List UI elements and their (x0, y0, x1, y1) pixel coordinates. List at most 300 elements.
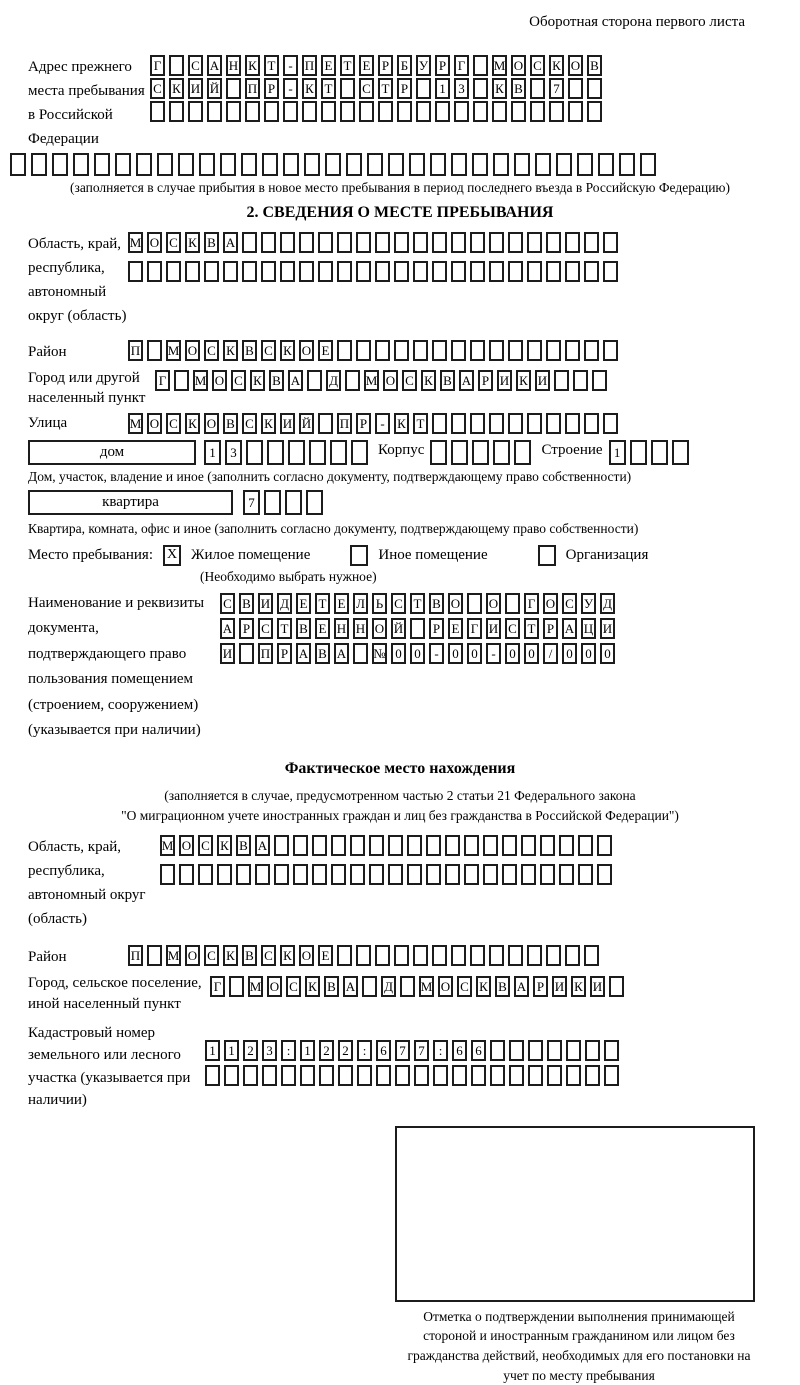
char-cell[interactable] (174, 370, 189, 391)
char-cell[interactable]: С (166, 232, 181, 253)
char-cell[interactable] (340, 78, 355, 99)
char-cell[interactable] (565, 413, 580, 434)
char-cell[interactable] (528, 1065, 543, 1086)
char-cell[interactable]: О (383, 370, 398, 391)
char-cell[interactable] (546, 232, 561, 253)
char-cell[interactable] (261, 232, 276, 253)
char-cell[interactable]: 0 (505, 643, 520, 664)
char-cell[interactable]: С (457, 976, 472, 997)
char-cell[interactable]: К (280, 945, 295, 966)
char-cell[interactable]: А (562, 618, 577, 639)
char-cell[interactable] (147, 340, 162, 361)
char-cell[interactable]: О (185, 945, 200, 966)
char-cell[interactable] (239, 643, 254, 664)
char-cell[interactable]: 1 (204, 440, 221, 465)
char-cell[interactable] (587, 78, 602, 99)
char-cell[interactable] (367, 153, 383, 176)
char-cell[interactable]: Р (397, 78, 412, 99)
char-cell[interactable] (262, 1065, 277, 1086)
char-cell[interactable]: Р (277, 643, 292, 664)
char-cell[interactable] (508, 340, 523, 361)
char-cell[interactable] (470, 945, 485, 966)
char-cell[interactable] (413, 232, 428, 253)
char-cell[interactable] (394, 232, 409, 253)
char-cell[interactable]: К (280, 340, 295, 361)
char-cell[interactable]: И (280, 413, 295, 434)
char-cell[interactable]: С (261, 340, 276, 361)
char-cell[interactable]: О (486, 593, 501, 614)
char-cell[interactable]: Й (391, 618, 406, 639)
char-cell[interactable] (508, 413, 523, 434)
char-cell[interactable] (243, 1065, 258, 1086)
char-cell[interactable] (242, 232, 257, 253)
char-cell[interactable] (430, 153, 446, 176)
char-cell[interactable]: К (571, 976, 586, 997)
char-cell[interactable]: С (402, 370, 417, 391)
char-cell[interactable]: О (147, 232, 162, 253)
char-cell[interactable]: Т (321, 78, 336, 99)
char-cell[interactable]: О (267, 976, 282, 997)
char-cell[interactable] (285, 490, 302, 515)
char-cell[interactable] (413, 340, 428, 361)
char-cell[interactable]: О (212, 370, 227, 391)
char-cell[interactable]: Н (353, 618, 368, 639)
char-cell[interactable] (31, 153, 47, 176)
char-cell[interactable] (388, 153, 404, 176)
char-cell[interactable]: О (204, 413, 219, 434)
char-cell[interactable]: А (334, 643, 349, 664)
char-cell[interactable] (585, 1065, 600, 1086)
char-cell[interactable]: М (166, 945, 181, 966)
char-cell[interactable] (205, 1065, 220, 1086)
char-cell[interactable]: В (269, 370, 284, 391)
char-cell[interactable]: К (421, 370, 436, 391)
char-cell[interactable]: / (543, 643, 558, 664)
char-cell[interactable] (413, 945, 428, 966)
char-cell[interactable] (432, 413, 447, 434)
char-cell[interactable]: О (299, 945, 314, 966)
char-cell[interactable] (321, 101, 336, 122)
char-cell[interactable] (464, 835, 479, 856)
char-cell[interactable] (337, 232, 352, 253)
char-cell[interactable]: О (372, 618, 387, 639)
char-cell[interactable] (188, 101, 203, 122)
char-cell[interactable]: 3 (454, 78, 469, 99)
char-cell[interactable] (505, 593, 520, 614)
char-cell[interactable] (566, 1040, 581, 1061)
char-cell[interactable] (540, 835, 555, 856)
char-cell[interactable] (565, 232, 580, 253)
char-cell[interactable] (603, 261, 618, 282)
char-cell[interactable] (489, 413, 504, 434)
char-cell[interactable] (246, 440, 263, 465)
char-cell[interactable] (353, 643, 368, 664)
char-cell[interactable] (325, 153, 341, 176)
char-cell[interactable]: О (448, 593, 463, 614)
char-cell[interactable]: - (283, 55, 298, 76)
char-cell[interactable]: Е (296, 593, 311, 614)
char-cell[interactable] (179, 864, 194, 885)
char-cell[interactable]: П (258, 643, 273, 664)
char-cell[interactable] (471, 1065, 486, 1086)
char-cell[interactable]: А (220, 618, 235, 639)
char-cell[interactable] (416, 101, 431, 122)
char-cell[interactable] (473, 78, 488, 99)
char-cell[interactable] (489, 261, 504, 282)
char-cell[interactable] (283, 153, 299, 176)
char-cell[interactable] (508, 232, 523, 253)
char-cell[interactable] (584, 232, 599, 253)
char-cell[interactable] (281, 1065, 296, 1086)
char-cell[interactable]: - (375, 413, 390, 434)
char-cell[interactable]: : (433, 1040, 448, 1061)
char-cell[interactable]: Т (413, 413, 428, 434)
char-cell[interactable] (356, 261, 371, 282)
char-cell[interactable] (318, 232, 333, 253)
char-cell[interactable]: 1 (205, 1040, 220, 1061)
char-cell[interactable] (432, 261, 447, 282)
char-cell[interactable]: В (495, 976, 510, 997)
char-cell[interactable]: М (248, 976, 263, 997)
char-cell[interactable]: В (242, 945, 257, 966)
char-cell[interactable] (245, 101, 260, 122)
char-cell[interactable]: 7 (243, 490, 260, 515)
residential-premises-checkbox[interactable]: X (163, 545, 181, 566)
char-cell[interactable] (432, 340, 447, 361)
char-cell[interactable] (241, 153, 257, 176)
char-cell[interactable]: О (568, 55, 583, 76)
char-cell[interactable]: И (486, 618, 501, 639)
char-cell[interactable] (94, 153, 110, 176)
char-cell[interactable]: Р (429, 618, 444, 639)
char-cell[interactable] (267, 440, 284, 465)
char-cell[interactable] (577, 153, 593, 176)
char-cell[interactable] (416, 78, 431, 99)
char-cell[interactable] (426, 864, 441, 885)
char-cell[interactable] (565, 261, 580, 282)
char-cell[interactable] (527, 413, 542, 434)
char-cell[interactable] (338, 1065, 353, 1086)
char-cell[interactable]: П (128, 340, 143, 361)
char-cell[interactable]: : (281, 1040, 296, 1061)
char-cell[interactable]: П (337, 413, 352, 434)
char-cell[interactable] (300, 1065, 315, 1086)
char-cell[interactable] (369, 864, 384, 885)
char-cell[interactable]: Г (467, 618, 482, 639)
char-cell[interactable] (337, 945, 352, 966)
char-cell[interactable] (493, 440, 510, 465)
char-cell[interactable]: К (261, 413, 276, 434)
char-cell[interactable]: М (492, 55, 507, 76)
char-cell[interactable]: С (530, 55, 545, 76)
char-cell[interactable] (630, 440, 647, 465)
char-cell[interactable] (559, 835, 574, 856)
char-cell[interactable] (530, 78, 545, 99)
char-cell[interactable] (337, 340, 352, 361)
char-cell[interactable] (198, 864, 213, 885)
char-cell[interactable] (223, 261, 238, 282)
char-cell[interactable] (376, 1065, 391, 1086)
char-cell[interactable]: О (438, 976, 453, 997)
char-cell[interactable] (451, 413, 466, 434)
char-cell[interactable] (345, 370, 360, 391)
char-cell[interactable] (397, 101, 412, 122)
char-cell[interactable] (356, 945, 371, 966)
char-cell[interactable]: А (296, 643, 311, 664)
char-cell[interactable] (318, 413, 333, 434)
char-cell[interactable]: И (600, 618, 615, 639)
char-cell[interactable]: М (128, 413, 143, 434)
char-cell[interactable] (394, 945, 409, 966)
char-cell[interactable]: Т (524, 618, 539, 639)
char-cell[interactable] (508, 945, 523, 966)
char-cell[interactable] (304, 153, 320, 176)
char-cell[interactable]: 7 (395, 1040, 410, 1061)
char-cell[interactable]: М (160, 835, 175, 856)
char-cell[interactable]: К (169, 78, 184, 99)
char-cell[interactable]: С (150, 78, 165, 99)
char-cell[interactable] (302, 101, 317, 122)
char-cell[interactable]: Л (353, 593, 368, 614)
char-cell[interactable] (672, 440, 689, 465)
char-cell[interactable] (546, 340, 561, 361)
char-cell[interactable]: Г (210, 976, 225, 997)
char-cell[interactable] (435, 101, 450, 122)
char-cell[interactable] (356, 340, 371, 361)
char-cell[interactable] (312, 864, 327, 885)
char-cell[interactable] (147, 261, 162, 282)
char-cell[interactable] (136, 153, 152, 176)
char-cell[interactable] (514, 440, 531, 465)
char-cell[interactable] (220, 153, 236, 176)
char-cell[interactable] (546, 413, 561, 434)
char-cell[interactable]: 2 (319, 1040, 334, 1061)
char-cell[interactable] (540, 864, 555, 885)
char-cell[interactable]: В (223, 413, 238, 434)
char-cell[interactable]: П (128, 945, 143, 966)
char-cell[interactable] (236, 864, 251, 885)
char-cell[interactable] (430, 440, 447, 465)
char-cell[interactable]: Т (315, 593, 330, 614)
char-cell[interactable]: Т (340, 55, 355, 76)
other-premises-checkbox[interactable] (350, 545, 368, 566)
char-cell[interactable] (375, 261, 390, 282)
char-cell[interactable] (521, 835, 536, 856)
char-cell[interactable]: С (562, 593, 577, 614)
char-cell[interactable] (432, 232, 447, 253)
char-cell[interactable] (157, 153, 173, 176)
char-cell[interactable] (509, 1040, 524, 1061)
char-cell[interactable]: Р (478, 370, 493, 391)
char-cell[interactable] (598, 153, 614, 176)
char-cell[interactable]: К (223, 340, 238, 361)
char-cell[interactable] (359, 101, 374, 122)
char-cell[interactable]: П (245, 78, 260, 99)
char-cell[interactable] (451, 232, 466, 253)
char-cell[interactable]: С (242, 413, 257, 434)
char-cell[interactable] (585, 1040, 600, 1061)
char-cell[interactable] (375, 232, 390, 253)
char-cell[interactable]: К (302, 78, 317, 99)
char-cell[interactable]: 0 (391, 643, 406, 664)
char-cell[interactable] (410, 618, 425, 639)
char-cell[interactable]: 0 (581, 643, 596, 664)
char-cell[interactable] (483, 835, 498, 856)
char-cell[interactable] (350, 835, 365, 856)
char-cell[interactable]: И (188, 78, 203, 99)
char-cell[interactable]: - (283, 78, 298, 99)
char-cell[interactable] (470, 340, 485, 361)
char-cell[interactable]: К (185, 232, 200, 253)
char-cell[interactable]: Т (264, 55, 279, 76)
char-cell[interactable]: И (590, 976, 605, 997)
char-cell[interactable] (527, 261, 542, 282)
char-cell[interactable]: 3 (225, 440, 242, 465)
char-cell[interactable] (565, 945, 580, 966)
organization-checkbox[interactable] (538, 545, 556, 566)
char-cell[interactable] (414, 1065, 429, 1086)
char-cell[interactable] (331, 864, 346, 885)
char-cell[interactable]: О (511, 55, 526, 76)
char-cell[interactable] (147, 945, 162, 966)
char-cell[interactable] (388, 864, 403, 885)
char-cell[interactable]: Ц (581, 618, 596, 639)
char-cell[interactable] (445, 835, 460, 856)
char-cell[interactable]: В (296, 618, 311, 639)
char-cell[interactable]: Т (277, 618, 292, 639)
char-cell[interactable] (528, 1040, 543, 1061)
char-cell[interactable] (199, 153, 215, 176)
char-cell[interactable] (547, 1040, 562, 1061)
char-cell[interactable]: С (286, 976, 301, 997)
char-cell[interactable] (351, 440, 368, 465)
char-cell[interactable] (508, 261, 523, 282)
char-cell[interactable] (169, 101, 184, 122)
char-cell[interactable]: Р (264, 78, 279, 99)
char-cell[interactable] (319, 1065, 334, 1086)
char-cell[interactable]: Р (533, 976, 548, 997)
char-cell[interactable]: - (486, 643, 501, 664)
char-cell[interactable] (178, 153, 194, 176)
char-cell[interactable]: И (552, 976, 567, 997)
char-cell[interactable]: С (258, 618, 273, 639)
char-cell[interactable] (204, 261, 219, 282)
char-cell[interactable]: Е (318, 340, 333, 361)
char-cell[interactable] (357, 1065, 372, 1086)
char-cell[interactable] (584, 261, 599, 282)
char-cell[interactable]: 0 (410, 643, 425, 664)
char-cell[interactable] (350, 864, 365, 885)
char-cell[interactable] (549, 101, 564, 122)
char-cell[interactable] (394, 340, 409, 361)
char-cell[interactable]: 7 (549, 78, 564, 99)
char-cell[interactable] (330, 440, 347, 465)
char-cell[interactable] (470, 413, 485, 434)
char-cell[interactable]: 6 (452, 1040, 467, 1061)
char-cell[interactable] (603, 232, 618, 253)
char-cell[interactable]: Й (207, 78, 222, 99)
char-cell[interactable] (426, 835, 441, 856)
char-cell[interactable] (264, 490, 281, 515)
char-cell[interactable]: Г (454, 55, 469, 76)
char-cell[interactable]: Е (359, 55, 374, 76)
char-cell[interactable]: Е (315, 618, 330, 639)
char-cell[interactable]: Н (226, 55, 241, 76)
char-cell[interactable]: О (543, 593, 558, 614)
char-cell[interactable] (578, 864, 593, 885)
char-cell[interactable]: 0 (524, 643, 539, 664)
char-cell[interactable] (150, 101, 165, 122)
char-cell[interactable] (378, 101, 393, 122)
char-cell[interactable] (262, 153, 278, 176)
char-cell[interactable]: С (166, 413, 181, 434)
char-cell[interactable]: М (419, 976, 434, 997)
char-cell[interactable] (169, 55, 184, 76)
char-cell[interactable] (578, 835, 593, 856)
char-cell[interactable]: В (440, 370, 455, 391)
char-cell[interactable]: В (587, 55, 602, 76)
char-cell[interactable]: К (492, 78, 507, 99)
char-cell[interactable] (483, 864, 498, 885)
char-cell[interactable]: В (429, 593, 444, 614)
char-cell[interactable]: К (305, 976, 320, 997)
char-cell[interactable] (217, 864, 232, 885)
char-cell[interactable] (490, 1040, 505, 1061)
char-cell[interactable]: 1 (435, 78, 450, 99)
char-cell[interactable] (10, 153, 26, 176)
char-cell[interactable]: 0 (448, 643, 463, 664)
char-cell[interactable]: 7 (414, 1040, 429, 1061)
char-cell[interactable]: Е (448, 618, 463, 639)
char-cell[interactable]: Е (334, 593, 349, 614)
char-cell[interactable] (400, 976, 415, 997)
char-cell[interactable] (226, 78, 241, 99)
char-cell[interactable] (514, 153, 530, 176)
char-cell[interactable] (185, 261, 200, 282)
char-cell[interactable] (565, 340, 580, 361)
char-cell[interactable]: В (315, 643, 330, 664)
char-cell[interactable]: В (324, 976, 339, 997)
char-cell[interactable] (597, 835, 612, 856)
char-cell[interactable] (261, 261, 276, 282)
char-cell[interactable] (651, 440, 668, 465)
char-cell[interactable] (559, 864, 574, 885)
char-cell[interactable]: 1 (300, 1040, 315, 1061)
char-cell[interactable]: А (459, 370, 474, 391)
char-cell[interactable] (274, 835, 289, 856)
char-cell[interactable] (306, 490, 323, 515)
char-cell[interactable]: К (476, 976, 491, 997)
char-cell[interactable]: К (394, 413, 409, 434)
char-cell[interactable]: Б (397, 55, 412, 76)
char-cell[interactable]: О (147, 413, 162, 434)
char-cell[interactable] (603, 340, 618, 361)
char-cell[interactable] (445, 864, 460, 885)
char-cell[interactable] (283, 101, 298, 122)
char-cell[interactable] (489, 340, 504, 361)
char-cell[interactable]: С (391, 593, 406, 614)
char-cell[interactable]: И (535, 370, 550, 391)
char-cell[interactable] (433, 1065, 448, 1086)
char-cell[interactable] (492, 101, 507, 122)
char-cell[interactable]: Т (410, 593, 425, 614)
char-cell[interactable] (362, 976, 377, 997)
char-cell[interactable] (597, 864, 612, 885)
char-cell[interactable] (274, 864, 289, 885)
char-cell[interactable]: 3 (262, 1040, 277, 1061)
char-cell[interactable] (584, 413, 599, 434)
house-type-box[interactable]: дом (28, 440, 196, 465)
